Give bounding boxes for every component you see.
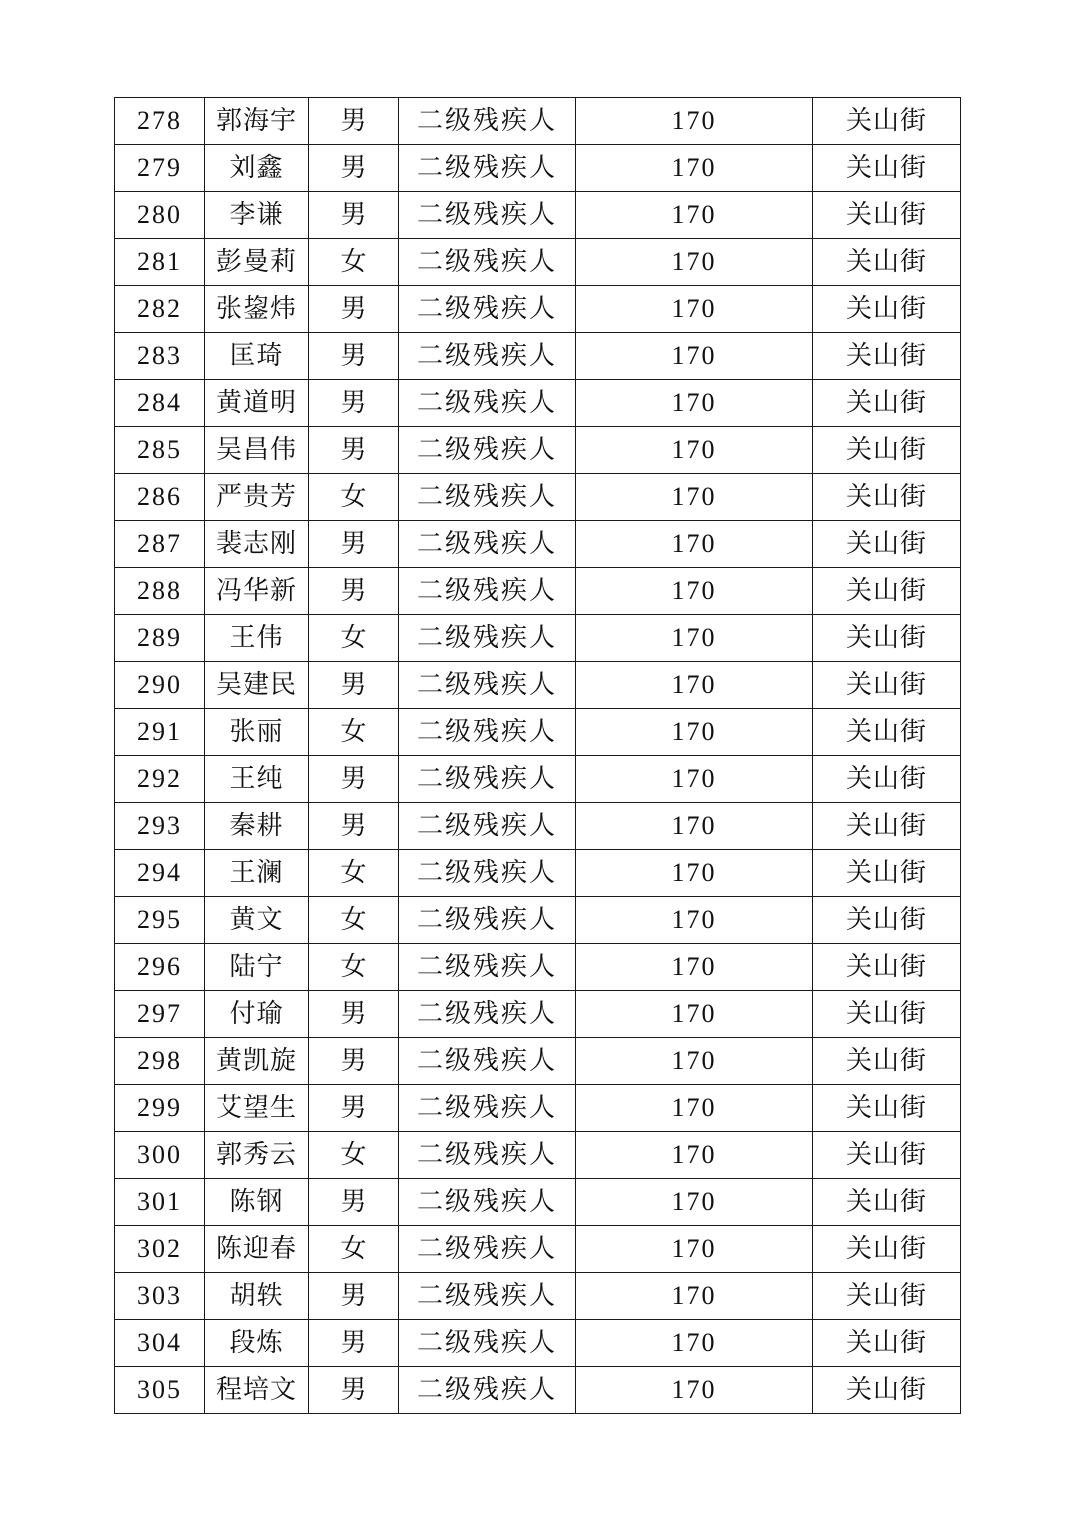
subsidy-amount-cell: 170: [576, 756, 813, 803]
disability-category-cell: 二级残疾人: [399, 521, 576, 568]
person-name-cell: 吴昌伟: [205, 427, 309, 474]
street-name-cell: 关山街: [813, 1132, 961, 1179]
subsidy-amount-cell: 170: [576, 1367, 813, 1414]
subsidy-amount-cell: 170: [576, 1273, 813, 1320]
table-row: [115, 1179, 961, 1226]
disability-category-cell: 二级残疾人: [399, 192, 576, 239]
disability-category-cell: 二级残疾人: [399, 662, 576, 709]
subsidy-amount-cell: 170: [576, 991, 813, 1038]
table-row: [115, 944, 961, 991]
gender-cell: 男: [309, 1273, 399, 1320]
gender-cell: 男: [309, 98, 399, 145]
gender-cell: 女: [309, 239, 399, 286]
gender-cell: 男: [309, 380, 399, 427]
subsidy-amount-cell: 170: [576, 239, 813, 286]
disability-category-cell: 二级残疾人: [399, 1226, 576, 1273]
row-number-cell: 305: [115, 1367, 205, 1414]
street-name-cell: 关山街: [813, 944, 961, 991]
disability-category-cell: 二级残疾人: [399, 944, 576, 991]
disability-category-cell: 二级残疾人: [399, 1085, 576, 1132]
person-name-cell: 付瑜: [205, 991, 309, 1038]
disability-category-cell: 二级残疾人: [399, 239, 576, 286]
subsidy-amount-cell: 170: [576, 1132, 813, 1179]
street-name-cell: 关山街: [813, 145, 961, 192]
street-name-cell: 关山街: [813, 1085, 961, 1132]
disability-category-cell: 二级残疾人: [399, 1320, 576, 1367]
person-name-cell: 黄道明: [205, 380, 309, 427]
table-row: [115, 850, 961, 897]
row-number-cell: 294: [115, 850, 205, 897]
street-name-cell: 关山街: [813, 1179, 961, 1226]
disability-category-cell: 二级残疾人: [399, 850, 576, 897]
person-name-cell: 郭海宇: [205, 98, 309, 145]
person-name-cell: 匡琦: [205, 333, 309, 380]
street-name-cell: 关山街: [813, 521, 961, 568]
disability-category-cell: 二级残疾人: [399, 709, 576, 756]
table-row: [115, 1085, 961, 1132]
gender-cell: 男: [309, 568, 399, 615]
gender-cell: 男: [309, 192, 399, 239]
street-name-cell: 关山街: [813, 1320, 961, 1367]
disability-category-cell: 二级残疾人: [399, 333, 576, 380]
disability-category-cell: 二级残疾人: [399, 991, 576, 1038]
person-name-cell: 王澜: [205, 850, 309, 897]
person-name-cell: 郭秀云: [205, 1132, 309, 1179]
gender-cell: 男: [309, 1038, 399, 1085]
street-name-cell: 关山街: [813, 380, 961, 427]
subsidy-amount-cell: 170: [576, 897, 813, 944]
disability-category-cell: 二级残疾人: [399, 803, 576, 850]
table-row: [115, 662, 961, 709]
table-row: [115, 192, 961, 239]
disability-category-cell: 二级残疾人: [399, 1273, 576, 1320]
recipient-table: [114, 97, 961, 1414]
street-name-cell: 关山街: [813, 897, 961, 944]
row-number-cell: 281: [115, 239, 205, 286]
disability-category-cell: 二级残疾人: [399, 1367, 576, 1414]
subsidy-amount-cell: 170: [576, 380, 813, 427]
street-name-cell: 关山街: [813, 1038, 961, 1085]
subsidy-amount-cell: 170: [576, 803, 813, 850]
disability-category-cell: 二级残疾人: [399, 427, 576, 474]
person-name-cell: 严贵芳: [205, 474, 309, 521]
person-name-cell: 陈迎春: [205, 1226, 309, 1273]
street-name-cell: 关山街: [813, 756, 961, 803]
table-row: [115, 1367, 961, 1414]
person-name-cell: 陈钢: [205, 1179, 309, 1226]
subsidy-amount-cell: 170: [576, 192, 813, 239]
row-number-cell: 298: [115, 1038, 205, 1085]
row-number-cell: 303: [115, 1273, 205, 1320]
subsidy-amount-cell: 170: [576, 850, 813, 897]
disability-category-cell: 二级残疾人: [399, 1179, 576, 1226]
row-number-cell: 297: [115, 991, 205, 1038]
row-number-cell: 288: [115, 568, 205, 615]
table-row: [115, 239, 961, 286]
gender-cell: 男: [309, 286, 399, 333]
gender-cell: 男: [309, 662, 399, 709]
street-name-cell: 关山街: [813, 239, 961, 286]
person-name-cell: 王伟: [205, 615, 309, 662]
subsidy-amount-cell: 170: [576, 568, 813, 615]
row-number-cell: 290: [115, 662, 205, 709]
person-name-cell: 艾望生: [205, 1085, 309, 1132]
street-name-cell: 关山街: [813, 662, 961, 709]
gender-cell: 男: [309, 333, 399, 380]
disability-category-cell: 二级残疾人: [399, 145, 576, 192]
disability-category-cell: 二级残疾人: [399, 286, 576, 333]
row-number-cell: 302: [115, 1226, 205, 1273]
gender-cell: 女: [309, 474, 399, 521]
table-row: [115, 756, 961, 803]
disability-category-cell: 二级残疾人: [399, 98, 576, 145]
person-name-cell: 段炼: [205, 1320, 309, 1367]
table-row: [115, 286, 961, 333]
disability-category-cell: 二级残疾人: [399, 568, 576, 615]
person-name-cell: 裴志刚: [205, 521, 309, 568]
gender-cell: 男: [309, 427, 399, 474]
street-name-cell: 关山街: [813, 991, 961, 1038]
table-row: [115, 474, 961, 521]
street-name-cell: 关山街: [813, 98, 961, 145]
row-number-cell: 299: [115, 1085, 205, 1132]
row-number-cell: 285: [115, 427, 205, 474]
subsidy-amount-cell: 170: [576, 1320, 813, 1367]
row-number-cell: 283: [115, 333, 205, 380]
disability-category-cell: 二级残疾人: [399, 380, 576, 427]
subsidy-amount-cell: 170: [576, 286, 813, 333]
table-row: [115, 1320, 961, 1367]
row-number-cell: 292: [115, 756, 205, 803]
row-number-cell: 278: [115, 98, 205, 145]
street-name-cell: 关山街: [813, 709, 961, 756]
subsidy-amount-cell: 170: [576, 1226, 813, 1273]
disability-category-cell: 二级残疾人: [399, 615, 576, 662]
person-name-cell: 冯华新: [205, 568, 309, 615]
subsidy-amount-cell: 170: [576, 474, 813, 521]
subsidy-amount-cell: 170: [576, 662, 813, 709]
gender-cell: 男: [309, 1085, 399, 1132]
subsidy-amount-cell: 170: [576, 944, 813, 991]
table-row: [115, 709, 961, 756]
table-row: [115, 427, 961, 474]
row-number-cell: 296: [115, 944, 205, 991]
street-name-cell: 关山街: [813, 1273, 961, 1320]
row-number-cell: 279: [115, 145, 205, 192]
subsidy-amount-cell: 170: [576, 521, 813, 568]
street-name-cell: 关山街: [813, 427, 961, 474]
gender-cell: 女: [309, 897, 399, 944]
gender-cell: 女: [309, 709, 399, 756]
street-name-cell: 关山街: [813, 192, 961, 239]
street-name-cell: 关山街: [813, 333, 961, 380]
person-name-cell: 张鋆炜: [205, 286, 309, 333]
street-name-cell: 关山街: [813, 803, 961, 850]
gender-cell: 男: [309, 1320, 399, 1367]
disability-category-cell: 二级残疾人: [399, 1132, 576, 1179]
table-row: [115, 145, 961, 192]
table-row: [115, 333, 961, 380]
gender-cell: 男: [309, 521, 399, 568]
row-number-cell: 284: [115, 380, 205, 427]
street-name-cell: 关山街: [813, 474, 961, 521]
gender-cell: 男: [309, 1179, 399, 1226]
person-name-cell: 王纯: [205, 756, 309, 803]
row-number-cell: 304: [115, 1320, 205, 1367]
row-number-cell: 301: [115, 1179, 205, 1226]
table-row: [115, 1038, 961, 1085]
gender-cell: 女: [309, 1226, 399, 1273]
person-name-cell: 程培文: [205, 1367, 309, 1414]
person-name-cell: 刘鑫: [205, 145, 309, 192]
gender-cell: 男: [309, 803, 399, 850]
gender-cell: 男: [309, 1367, 399, 1414]
table-row: [115, 1226, 961, 1273]
row-number-cell: 291: [115, 709, 205, 756]
person-name-cell: 胡轶: [205, 1273, 309, 1320]
person-name-cell: 黄文: [205, 897, 309, 944]
row-number-cell: 286: [115, 474, 205, 521]
row-number-cell: 293: [115, 803, 205, 850]
gender-cell: 男: [309, 145, 399, 192]
subsidy-amount-cell: 170: [576, 333, 813, 380]
disability-category-cell: 二级残疾人: [399, 897, 576, 944]
gender-cell: 男: [309, 991, 399, 1038]
table-row: [115, 897, 961, 944]
table-row: [115, 615, 961, 662]
person-name-cell: 张丽: [205, 709, 309, 756]
street-name-cell: 关山街: [813, 850, 961, 897]
row-number-cell: 300: [115, 1132, 205, 1179]
subsidy-amount-cell: 170: [576, 1179, 813, 1226]
table-row: [115, 1273, 961, 1320]
row-number-cell: 295: [115, 897, 205, 944]
row-number-cell: 287: [115, 521, 205, 568]
gender-cell: 女: [309, 1132, 399, 1179]
table-row: [115, 1132, 961, 1179]
gender-cell: 男: [309, 756, 399, 803]
disability-category-cell: 二级残疾人: [399, 474, 576, 521]
street-name-cell: 关山街: [813, 1226, 961, 1273]
gender-cell: 女: [309, 615, 399, 662]
table-row: [115, 521, 961, 568]
table-row: [115, 380, 961, 427]
person-name-cell: 秦耕: [205, 803, 309, 850]
subsidy-amount-cell: 170: [576, 427, 813, 474]
row-number-cell: 289: [115, 615, 205, 662]
subsidy-amount-cell: 170: [576, 1038, 813, 1085]
table-row: [115, 803, 961, 850]
person-name-cell: 吴建民: [205, 662, 309, 709]
table-row: [115, 991, 961, 1038]
street-name-cell: 关山街: [813, 1367, 961, 1414]
subsidy-amount-cell: 170: [576, 145, 813, 192]
subsidy-amount-cell: 170: [576, 615, 813, 662]
row-number-cell: 282: [115, 286, 205, 333]
gender-cell: 女: [309, 850, 399, 897]
disability-category-cell: 二级残疾人: [399, 1038, 576, 1085]
table-row: [115, 568, 961, 615]
street-name-cell: 关山街: [813, 568, 961, 615]
subsidy-amount-cell: 170: [576, 1085, 813, 1132]
person-name-cell: 陆宁: [205, 944, 309, 991]
disability-category-cell: 二级残疾人: [399, 756, 576, 803]
row-number-cell: 280: [115, 192, 205, 239]
gender-cell: 女: [309, 944, 399, 991]
street-name-cell: 关山街: [813, 615, 961, 662]
person-name-cell: 李谦: [205, 192, 309, 239]
person-name-cell: 黄凯旋: [205, 1038, 309, 1085]
street-name-cell: 关山街: [813, 286, 961, 333]
person-name-cell: 彭曼莉: [205, 239, 309, 286]
table-body: [115, 98, 961, 1414]
subsidy-amount-cell: 170: [576, 98, 813, 145]
subsidy-amount-cell: 170: [576, 709, 813, 756]
table-row: [115, 98, 961, 145]
